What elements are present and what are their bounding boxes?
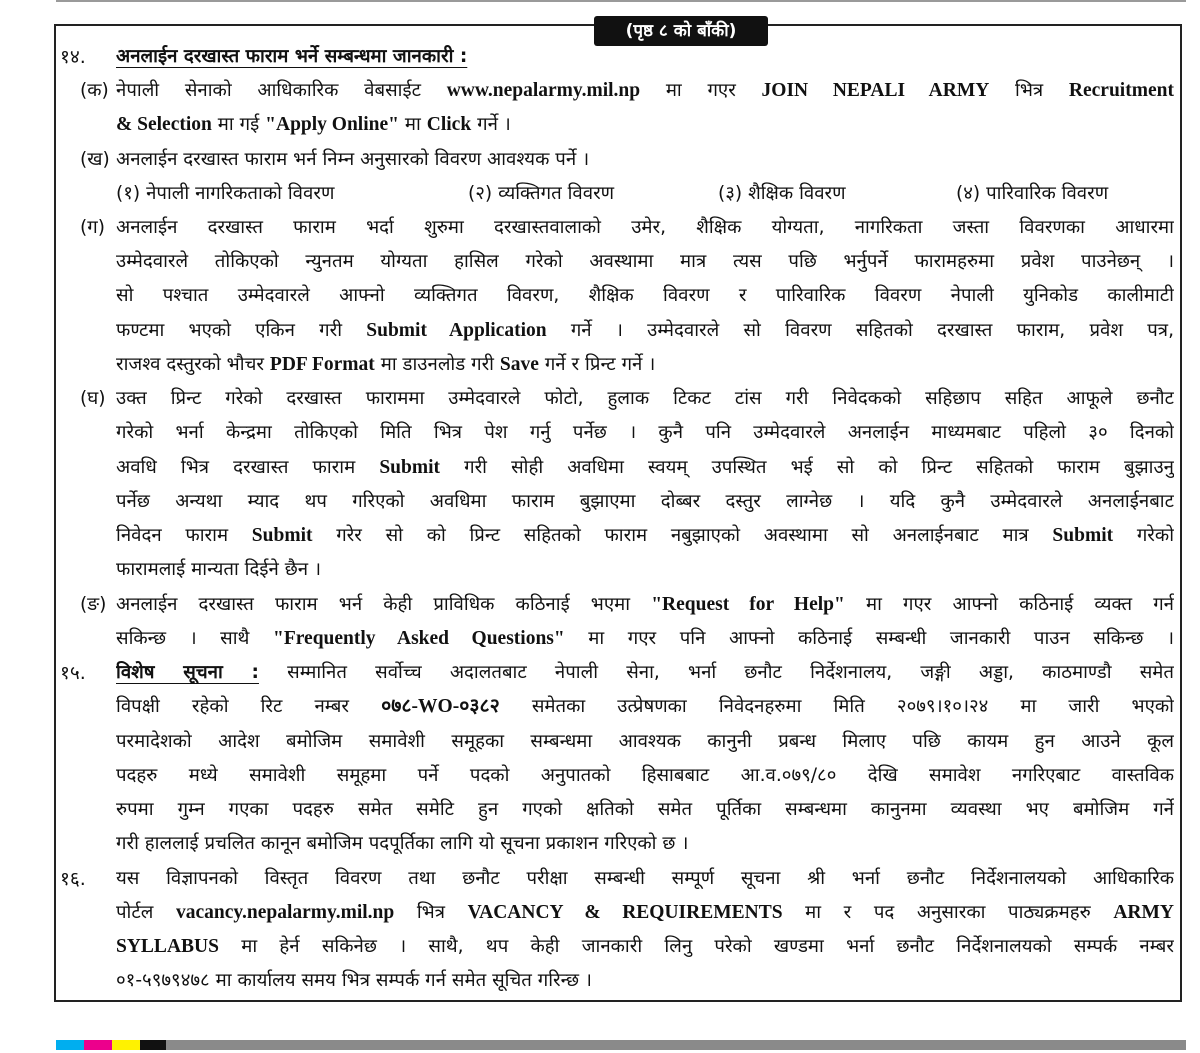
item-ga-line-4: फण्टमा भएको एकिन गरी Submit Application गर्ने । उम्मेदवारले सो विवरण सहितको दरखास्त फाराम, प्रवेश पत्र, <box>116 320 1174 341</box>
item-nga-line-2: सकिन्छ । साथै "Frequently Asked Questions" मा गएर पनि आफ्नो कठिनाई सम्बन्धी जानकारी पाउन सकिन्छ । <box>116 628 1174 649</box>
kha-item-1: (१) नेपाली नागरिकताको विवरण <box>116 183 335 204</box>
section-16-line-2: पोर्टल vacancy.nepalarmy.mil.np भित्र VACANCY & REQUIREMENTS मा र पद अनुसारका पाठ्यक्रमहरु ARMY <box>116 902 1174 923</box>
section-15-line-1: विशेष सूचना : सम्मानित सर्वोच्च अदालतबाट नेपाली सेना, भर्ना छनौट निर्देशनालय, जङ्गी अड्डा, काठमाण्डौ समेत <box>116 662 1174 683</box>
page-continuation-tag: (पृष्ठ ८ को बाँकी) <box>594 16 768 46</box>
color-bar-magenta <box>84 1040 112 1050</box>
item-nga-label: (ङ) <box>80 594 107 615</box>
section-15-line-5: रुपमा गुम्न गएका पदहरु समेत समेटि हुन गएको क्षतिको समेत पूर्तिका सम्बन्धमा कानुनमा व्यवस्था भए बमोजिम गर्ने <box>116 799 1174 820</box>
section-15-line-3: परमादेशको आदेश बमोजिम समावेशी समूहका सम्बन्धमा आवश्यक कानुनी प्रबन्ध मिलाए पछि कायम हुन आउने कूल <box>116 731 1174 752</box>
color-bar-gray <box>166 1040 1186 1050</box>
item-ka-label: (क) <box>80 80 109 101</box>
item-gha-line-1: उक्त प्रिन्ट गरेको दरखास्त फाराममा उम्मेदवारले फोटो, हुलाक टिकट टांस गरी निवेदकको सहिछाप सहित आफूले छनौट <box>116 388 1174 409</box>
item-ga-line-1: अनलाईन दरखास्त फाराम भर्दा शुरुमा दरखास्तवालाको उमेर, शैक्षिक योग्यता, नागरिकता जस्ता विवरणका आधारमा <box>116 217 1174 238</box>
section-14-heading: अनलाईन दरखास्त फाराम भर्ने सम्बन्धमा जानकारी : <box>116 46 468 67</box>
kha-item-3: (३) शैक्षिक विवरण <box>718 183 846 204</box>
section-15-number: १५. <box>60 662 86 684</box>
section-15-line-6: गरी हाललाई प्रचलित कानून बमोजिम पदपूर्तिका लागि यो सूचना प्रकाशन गरिएको छ । <box>116 833 689 854</box>
item-ka-line-2: & Selection मा गई "Apply Online" मा Click गर्ने । <box>116 114 511 135</box>
item-nga-line-1: अनलाईन दरखास्त फाराम भर्न केही प्राविधिक कठिनाई भएमा "Request for Help" मा गएर आफ्नो कठिनाई व्यक्त गर्न <box>116 594 1174 615</box>
color-bar-black <box>140 1040 166 1050</box>
item-kha-label: (ख) <box>80 149 110 170</box>
item-gha-line-2: गरेको भर्ना केन्द्रमा तोकिएको मिति भित्र पेश गर्नु पर्नेछ । कुनै पनि उम्मेदवारले अनलाईन माध्यमबाट पहिलो ३० दिनको <box>116 422 1174 443</box>
item-gha-label: (घ) <box>80 388 106 409</box>
section-15-heading: विशेष सूचना : <box>116 662 259 683</box>
section-16-line-4: ०१-५९७९४७८ मा कार्यालय समय भित्र सम्पर्क गर्न समेत सूचित गरिन्छ । <box>116 970 592 991</box>
item-ka-line-1: नेपाली सेनाको आधिकारिक वेबसाईट www.nepalarmy.mil.np मा गएर JOIN NEPALI ARMY भित्र Recruitment <box>116 80 1174 101</box>
color-bar-cyan <box>56 1040 84 1050</box>
color-bar-yellow <box>112 1040 140 1050</box>
item-gha-line-4: पर्नेछ अन्यथा म्याद थप गरिएको अवधिमा फाराम बुझाएमा दोब्बर दस्तुर लाग्नेछ । यदि कुनै उम्मेदवारले अनलाईनबाट <box>116 491 1174 512</box>
item-ga-line-3: सो पश्चात उम्मेदवारले आफ्नो व्यक्तिगत विवरण, शैक्षिक विवरण र पारिवारिक विवरण नेपाली युनिकोड कालीमाटी <box>116 285 1174 306</box>
item-gha-line-5: निवेदन फाराम Submit गरेर सो को प्रिन्ट सहितको फाराम नबुझाएको अवस्थामा सो अनलाईनबाट मात्र Submit गरेको <box>116 525 1174 546</box>
top-rule <box>56 0 1186 2</box>
item-gha-line-3: अवधि भित्र दरखास्त फाराम Submit गरी सोही अवधिमा स्वयम् उपस्थित भई सो को प्रिन्ट सहितको फाराम बुझाउनु <box>116 457 1174 478</box>
item-ga-line-5: राजश्व दस्तुरको भौचर PDF Format मा डाउनलोड गरी Save गर्ने र प्रिन्ट गर्ने । <box>116 354 656 375</box>
kha-item-2: (२) व्यक्तिगत विवरण <box>468 183 615 204</box>
kha-item-4: (४) पारिवारिक विवरण <box>956 183 1109 204</box>
section-16-line-1: यस विज्ञापनको विस्तृत विवरण तथा छनौट परीक्षा सम्बन्धी सम्पूर्ण सूचना श्री भर्ना छनौट निर्देशनालयको आधिकारिक <box>116 868 1174 889</box>
item-gha-line-6: फारामलाई मान्यता दिईने छैन । <box>116 559 322 580</box>
section-15-line-2: विपक्षी रहेको रिट नम्बर ०७८-WO-०३८२ समेतका उत्प्रेषणका निवेदनहरुमा मिति २०७९।१०।२४ मा जारी भएको <box>116 696 1174 717</box>
item-ga-line-2: उम्मेदवारले तोकिएको न्युनतम योग्यता हासिल गरेको अवस्थामा मात्र त्यस पछि भर्नुपर्ने फारामहरुमा प्रवेश पाउनेछन् । <box>116 251 1174 272</box>
section-16-number: १६. <box>60 868 86 890</box>
item-kha-line-1: अनलाईन दरखास्त फाराम भर्न निम्न अनुसारको विवरण आवश्यक पर्ने । <box>116 149 590 170</box>
section-15-line-4: पदहरु मध्ये समावेशी समूहमा पर्ने पदको अनुपातको हिसाबबाट आ.व.०७९/८० देखि समावेश नगरिएबाट वास्तविक <box>116 765 1174 786</box>
section-16-line-3: SYLLABUS मा हेर्न सकिनेछ । साथै, थप केही जानकारी लिनु परेको खण्डमा भर्ना छनौट निर्देशनालयको सम्पर्क नम्बर <box>116 936 1174 957</box>
section-14-number: १४. <box>60 46 86 68</box>
item-ga-label: (ग) <box>80 217 105 238</box>
